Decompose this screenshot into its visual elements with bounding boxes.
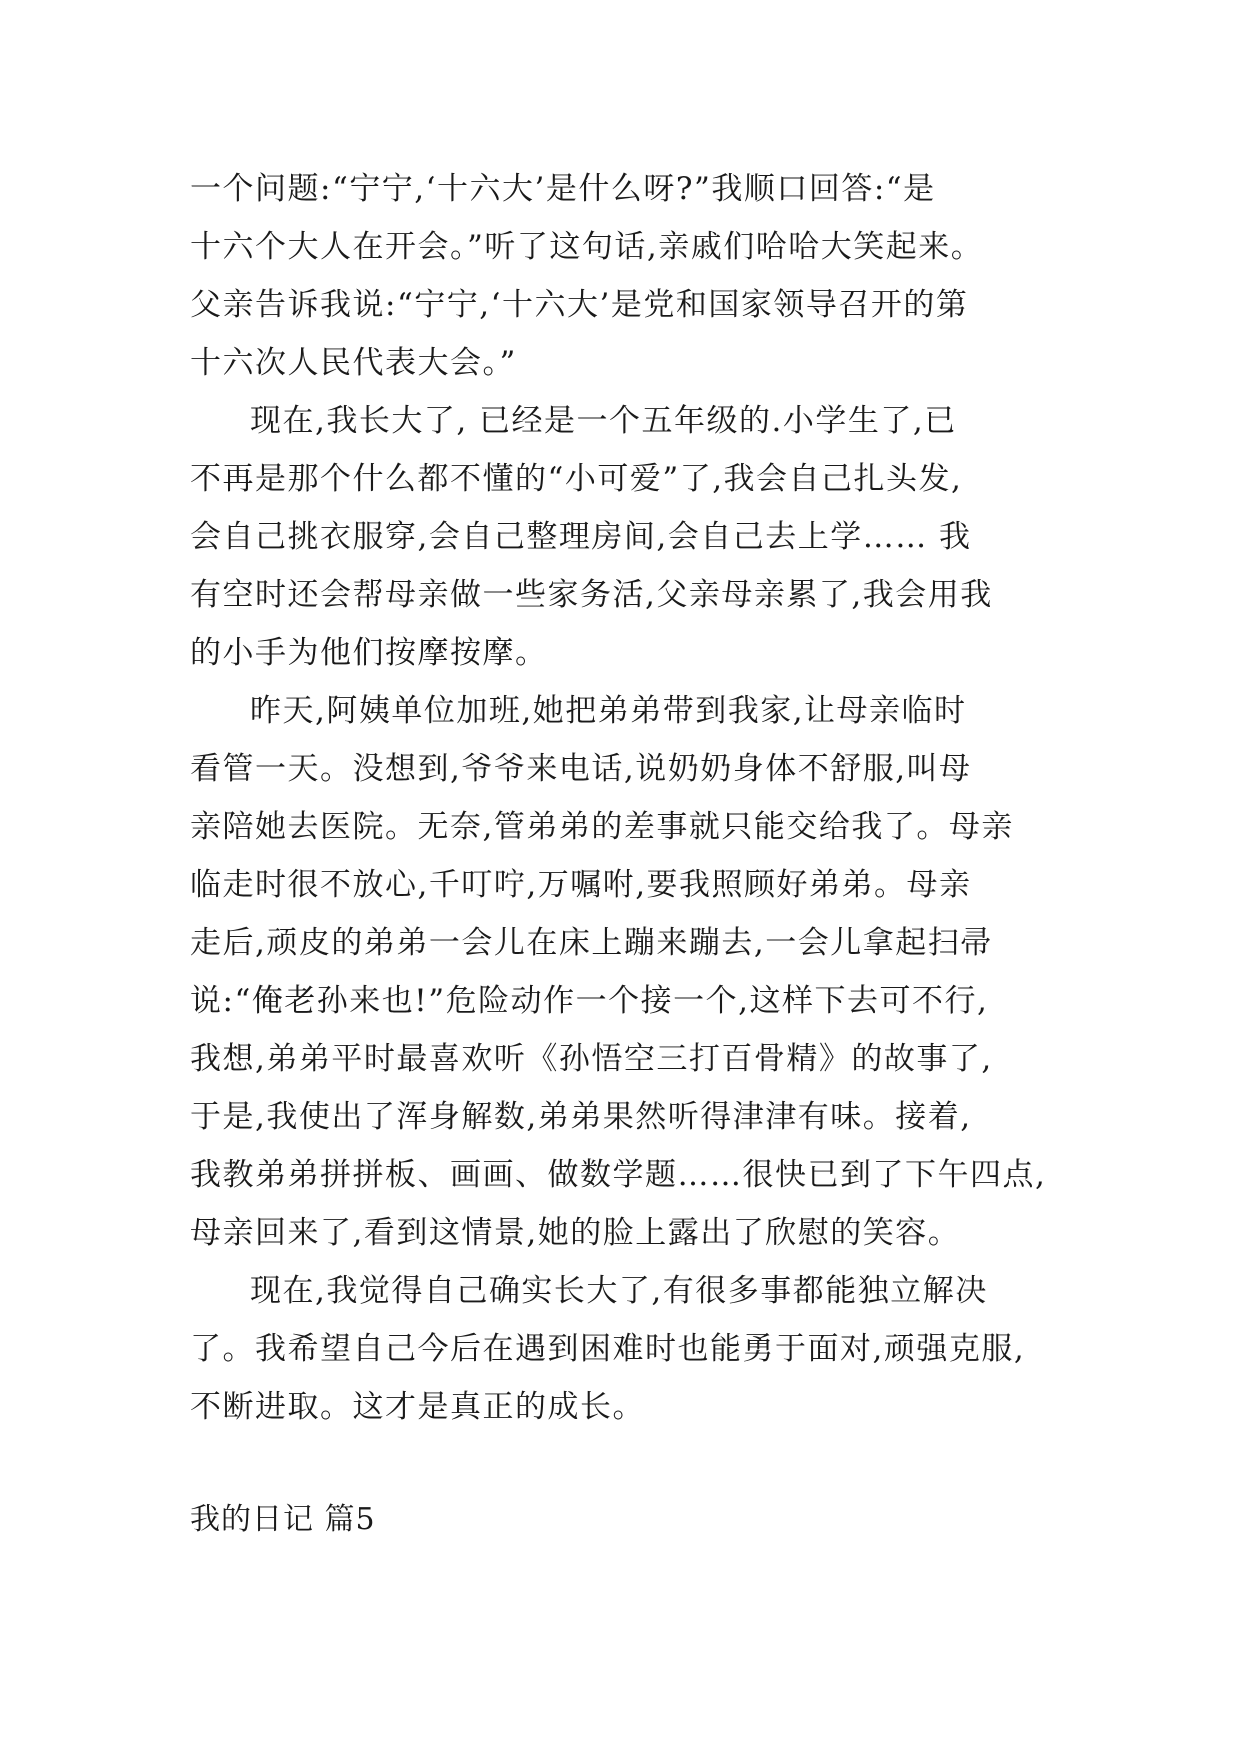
paragraph-line: 了。我希望自己今后在遇到困难时也能勇于面对,顽强克服,	[190, 1331, 1026, 1367]
paragraph-line: 父亲告诉我说:“宁宁,‘十六大’是党和国家领导召开的第	[190, 287, 969, 323]
paragraph	[190, 1262, 1060, 1436]
paragraph	[190, 392, 1060, 682]
paragraph-line: 看管一天。没想到,爷爷来电话,说奶奶身体不舒服,叫母	[190, 751, 972, 787]
paragraph-line: 母亲回来了,看到这情景,她的脸上露出了欣慰的笑容。	[190, 1215, 961, 1251]
paragraph-line: 走后,顽皮的弟弟一会儿在床上蹦来蹦去,一会儿拿起扫帚	[190, 925, 993, 961]
paragraph-line: 亲陪她去医院。无奈,管弟弟的差事就只能交给我了。母亲	[190, 809, 1014, 845]
document-body	[190, 160, 1060, 1436]
paragraph-line: 一个问题:“宁宁,‘十六大’是什么呀?”我顺口回答:“是	[190, 171, 936, 207]
section-heading: 我的日记 篇5	[190, 1502, 376, 1537]
paragraph-line: 我想,弟弟平时最喜欢听《孙悟空三打百骨精》的故事了,	[190, 1041, 993, 1077]
paragraph-line: 十六个大人在开会。”听了这句话,亲戚们哈哈大笑起来。	[190, 229, 984, 265]
paragraph-line: 的小手为他们按摩按摩。	[190, 635, 548, 671]
paragraph-line: 我教弟弟拼拼板、画画、做数学题……很快已到了下午四点,	[190, 1157, 1047, 1193]
paragraph-line: 现在,我长大了, 已经是一个五年级的.小学生了,已	[250, 403, 957, 439]
paragraph-line: 有空时还会帮母亲做一些家务活,父亲母亲累了,我会用我	[190, 577, 993, 613]
paragraph-line: 说:“俺老孙来也!”危险动作一个接一个,这样下去可不行,	[190, 983, 989, 1019]
paragraph-line: 十六次人民代表大会。”	[190, 345, 517, 381]
paragraph-line: 不再是那个什么都不懂的“小可爱”了,我会自己扎头发,	[190, 461, 963, 497]
paragraph-line: 于是,我使出了浑身解数,弟弟果然听得津津有味。接着,	[190, 1099, 972, 1135]
paragraph-line: 昨天,阿姨单位加班,她把弟弟带到我家,让母亲临时	[250, 693, 967, 729]
paragraph-line: 现在,我觉得自己确实长大了,有很多事都能独立解决	[250, 1273, 988, 1309]
paragraph-line: 临走时很不放心,千叮咛,万嘱咐,要我照顾好弟弟。母亲	[190, 867, 972, 903]
paragraph-line: 会自己挑衣服穿,会自己整理房间,会自己去上学…… 我	[190, 519, 972, 555]
paragraph	[190, 682, 1060, 1262]
paragraph	[190, 160, 1060, 392]
paragraph-line: 不断进取。这才是真正的成长。	[190, 1389, 645, 1425]
